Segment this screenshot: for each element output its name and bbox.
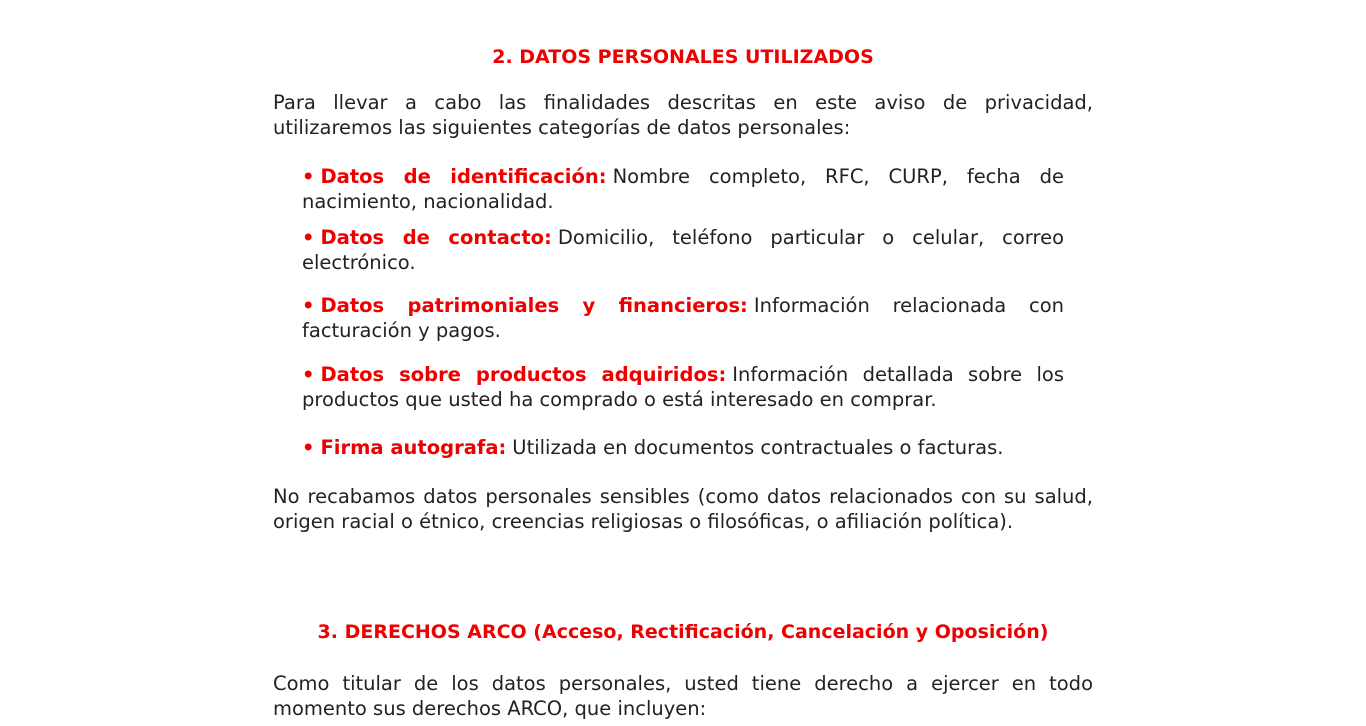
bullet-icon: • [302, 363, 315, 386]
bullet-icon: • [302, 436, 315, 459]
list-item-term: Firma autografa: [320, 436, 507, 459]
list-item-description: Nombre completo, RFC, CURP, fecha de nacimiento, nacionalidad. [302, 165, 1064, 213]
section-3-intro: Como titular de los datos personales, usted tiene derecho a ejercer en todo momento sus derechos ARCO, que incluyen: [273, 672, 1093, 720]
bullet-icon: • [302, 165, 315, 188]
list-item-firma [302, 435, 1064, 460]
data-categories-list [273, 164, 1064, 460]
section-2-closing: No recabamos datos personales sensibles (como datos relacionados con su salud, origen racial o étnico, creencias religiosas o filosóficas, o afiliación política). [273, 485, 1093, 533]
list-item-patrimoniales [302, 293, 1064, 343]
list-item-term: Datos patrimoniales y financieros: [320, 294, 748, 317]
list-item-productos [302, 362, 1064, 412]
list-item-description: Información detallada sobre los productos que usted ha comprado o está interesado en comprar. [302, 363, 1064, 411]
list-item-description: Domicilio, teléfono particular o celular, correo electrónico. [302, 226, 1065, 274]
list-item-term: Datos de contacto: [320, 226, 552, 249]
list-item-term: Datos sobre productos adquiridos: [320, 363, 727, 386]
list-item-description: Utilizada en documentos contractuales o facturas. [512, 436, 1004, 459]
list-item-term: Datos de identificación: [320, 165, 607, 188]
list-item-identificacion [302, 164, 1064, 214]
list-item-contacto [302, 225, 1064, 275]
section-2-intro: Para llevar a cabo las finalidades descritas en este aviso de privacidad, utilizaremos las siguientes categorías de datos personales: [273, 91, 1093, 139]
section-2-title: 2. DATOS PERSONALES UTILIZADOS [492, 46, 874, 68]
section-3-title: 3. DERECHOS ARCO (Acceso, Rectificación, Cancelación y Oposición) [317, 621, 1049, 643]
bullet-icon: • [302, 294, 315, 317]
bullet-icon: • [302, 226, 315, 249]
list-item-description: Información relacionada con facturación y pagos. [302, 294, 1064, 342]
